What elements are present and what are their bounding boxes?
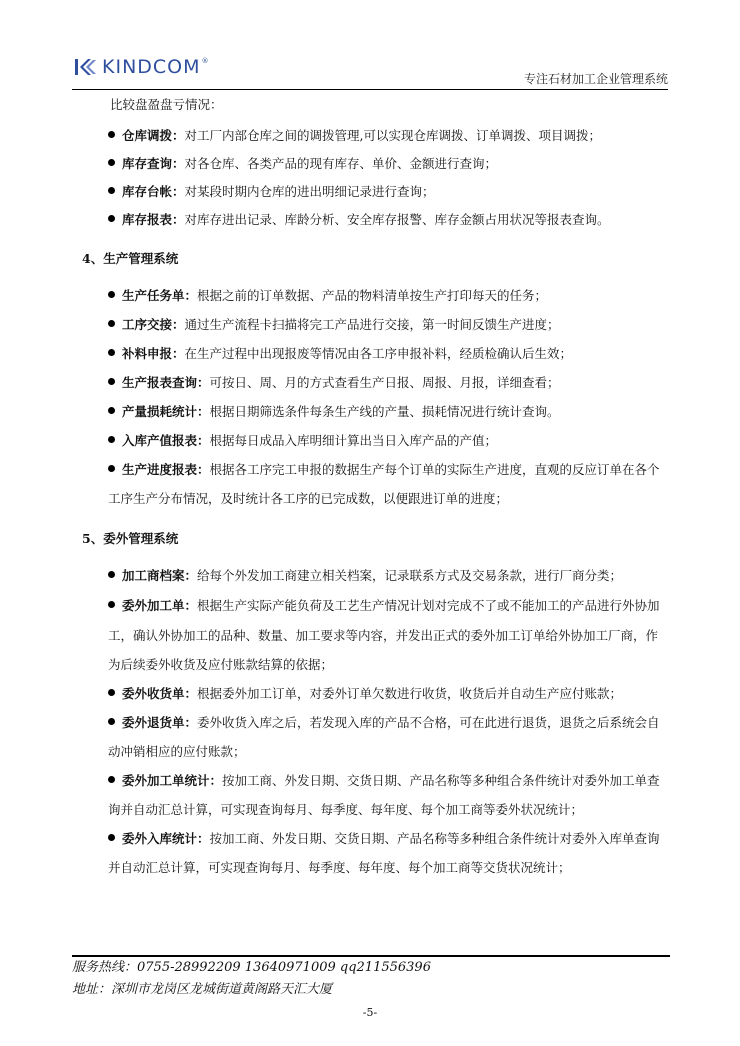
list-item [108, 374, 668, 392]
item-term: 委外收货单： [122, 686, 198, 701]
bullet-icon [108, 378, 115, 385]
item-term: 委外加工单统计： [122, 773, 223, 788]
item-text: 根据生产实际产能负荷及工艺生产情况计划对完成不了或不能加工的产品进行外协加 [197, 598, 660, 613]
list-item [108, 772, 668, 790]
bullet-icon [108, 349, 115, 356]
item-text: 给每个外发加工商建立相关档案，记录联系方式及交易条款，进行厂商分类； [197, 568, 623, 583]
item-term: 委外加工单： [122, 598, 198, 613]
kindcom-logo-icon [74, 57, 100, 77]
footer-address: 地址：深圳市龙岗区龙城街道黄阁路天汇大厦 [72, 982, 333, 997]
list-item [108, 316, 668, 334]
bullet-icon [108, 215, 115, 222]
intro-text: 比较盘盈盘亏情况： [110, 97, 223, 112]
item-text: 通过生产流程卡扫描将完工产品进行交接，第一时间反馈生产进度； [184, 317, 560, 332]
list-item [108, 830, 668, 848]
item-text: 根据各工序完工申报的数据生产每个订单的实际生产进度，直观的反应订单在各个 [209, 462, 660, 477]
item-text: 根据委外加工订单，对委外订单欠数进行收货，收货后并自动生产应付账款； [197, 686, 623, 701]
registered-mark: ® [201, 57, 209, 65]
bullet-icon [108, 407, 115, 414]
bullet-icon [108, 131, 115, 138]
item-term: 委外入库统计： [122, 831, 210, 846]
item-term: 产量损耗统计： [122, 404, 210, 419]
bullet-icon [108, 320, 115, 327]
list-item [108, 155, 668, 173]
item-text: 根据之前的订单数据、产品的物料清单按生产打印每天的任务； [197, 288, 548, 303]
list-item-continuation: 为后续委外收货及应付账款结算的依据； [108, 657, 334, 672]
item-term: 库存报表： [122, 212, 185, 227]
list-item [108, 211, 668, 229]
item-term: 仓库调拨： [122, 128, 185, 143]
item-term: 生产报表查询： [122, 375, 210, 390]
list-item [108, 685, 668, 703]
bullet-icon [108, 776, 115, 783]
item-text: 根据每日成品入库明细计算出当日入库产品的产值； [209, 433, 498, 448]
item-term: 生产任务单： [122, 288, 198, 303]
item-text: 委外收货入库之后，若发现入库的产品不合格，可在此进行退货，退货之后系统会自 [197, 715, 660, 730]
list-item-continuation: 工，确认外协加工的品种、数量、加工要求等内容，并发出正式的委外加工订单给外协加工厂商，作 [108, 628, 659, 643]
item-term: 加工商档案： [122, 568, 198, 583]
page-footer [72, 955, 670, 1001]
item-text: 按加工商、外发日期、交货日期、产品名称等多种组合条件统计对委外入库单查询 [209, 831, 660, 846]
bullet-icon [108, 571, 115, 578]
header-divider [72, 89, 668, 90]
list-item [108, 597, 668, 615]
list-item [108, 287, 668, 305]
item-text: 可按日、周、月的方式查看生产日报、周报、月报，详细查看； [209, 375, 560, 390]
list-item-continuation: 动冲销相应的应付账款； [108, 744, 246, 759]
bullet-icon [108, 465, 115, 472]
bullet-icon [108, 159, 115, 166]
item-text: 对库存进出记录、库龄分析、安全库存报警、库存金额占用状况等报表查询。 [184, 212, 610, 227]
list-item-continuation: 工序生产分布情况，及时统计各工序的已完成数，以便跟进订单的进度； [108, 491, 509, 506]
item-text: 对某段时期内仓库的进出明细记录进行查询； [184, 184, 435, 199]
item-text: 根据日期筛选条件每条生产线的产量、损耗情况进行统计查询。 [209, 404, 560, 419]
list-item [108, 403, 668, 421]
kindcom-logo [74, 56, 209, 78]
bullet-icon [108, 187, 115, 194]
bullet-icon [108, 689, 115, 696]
list-item [108, 127, 668, 145]
item-text: 对工厂内部仓库之间的调拨管理,可以实现仓库调拨、订单调拨、项目调拨； [184, 128, 601, 143]
item-term: 库存查询： [122, 156, 185, 171]
bullet-icon [108, 601, 115, 608]
item-term: 工序交接： [122, 317, 185, 332]
page-number: -5- [362, 1006, 378, 1019]
bullet-icon [108, 291, 115, 298]
list-item [108, 461, 668, 479]
item-text: 对各仓库、各类产品的现有库存、单价、金额进行查询； [184, 156, 498, 171]
list-item [108, 345, 668, 363]
header-title: 专注石材加工企业管理系统 [523, 72, 668, 86]
bullet-icon [108, 436, 115, 443]
item-term: 入库产值报表： [122, 433, 210, 448]
item-term: 委外退货单： [122, 715, 198, 730]
list-item-continuation: 并自动汇总计算，可实现查询每月、每季度、每年度、每个加工商等交货状况统计； [108, 860, 571, 875]
section-title-outsourcing: 5、委外管理系统 [82, 531, 179, 546]
footer-hotline: 服务热线：0755-28992209 13640971009 qq211556396 [72, 960, 431, 975]
item-term: 库存台帐： [122, 184, 185, 199]
item-term: 生产进度报表： [122, 462, 210, 477]
item-text: 按加工商、外发日期、交货日期、产品名称等多种组合条件统计对委外加工单查 [222, 773, 660, 788]
list-item [108, 567, 668, 585]
list-item [108, 183, 668, 201]
item-text: 在生产过程中出现报废等情况由各工序申报补料，经质检确认后生效； [184, 346, 573, 361]
section-title-production: 4、生产管理系统 [82, 251, 179, 266]
bullet-icon [108, 834, 115, 841]
list-item [108, 432, 668, 450]
page-header [72, 52, 668, 92]
bullet-icon [108, 718, 115, 725]
brand-name: KINDCOM [102, 56, 201, 78]
list-item-continuation: 询并自动汇总计算，可实现查询每月、每季度、每年度、每个加工商等委外状况统计； [108, 802, 584, 817]
item-term: 补料申报： [122, 346, 185, 361]
list-item [108, 714, 668, 732]
